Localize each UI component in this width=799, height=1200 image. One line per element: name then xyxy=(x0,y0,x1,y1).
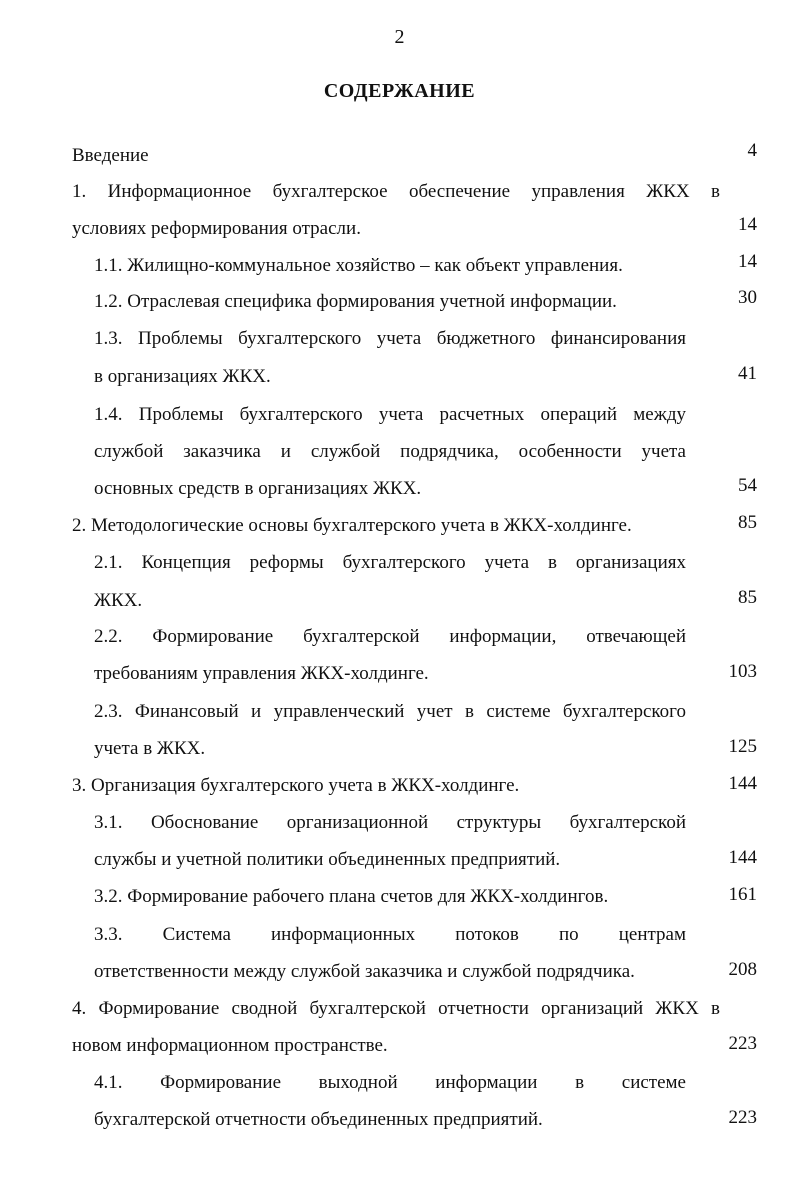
toc-page-chapter-4: 223 xyxy=(728,1033,757,1054)
toc-section-1-3-line-2: в организациях ЖКХ. xyxy=(94,366,271,387)
toc-chapter-3: 3. Организация бухгалтерского учета в ЖКХ-холдинге. xyxy=(72,775,520,796)
toc-section-2-2-line-1: 2.2. Формирование бухгалтерской информации, отвечающей xyxy=(94,626,686,647)
toc-chapter-4-line-1: 4. Формирование сводной бухгалтерской отчетности организаций ЖКХ в xyxy=(72,998,720,1019)
toc-section-1-4-line-2: службой заказчика и службой подрядчика, особенности учета xyxy=(94,441,686,462)
page-number: 2 xyxy=(394,26,405,48)
toc-section-3-3-line-2: ответственности между службой заказчика и службой подрядчика. xyxy=(94,961,635,982)
toc-page-section-1-2: 30 xyxy=(738,287,757,308)
toc-section-3-1-line-1: 3.1. Обоснование организационной структуры бухгалтерской xyxy=(94,812,686,833)
toc-chapter-2: 2. Методологические основы бухгалтерского учета в ЖКХ-холдинге. xyxy=(72,515,632,536)
toc-section-2-3-line-2: учета в ЖКХ. xyxy=(94,738,206,759)
toc-chapter-4-line-2: новом информационном пространстве. xyxy=(72,1035,388,1056)
toc-section-2-1-line-2: ЖКХ. xyxy=(94,590,143,611)
toc-page-section-1-1: 14 xyxy=(738,251,757,272)
toc-page-chapter-1: 14 xyxy=(738,214,757,235)
toc-page-section-2-2: 103 xyxy=(728,661,757,682)
toc-section-3-1-line-2: службы и учетной политики объединенных предприятий. xyxy=(94,849,561,870)
toc-section-2-2-line-2: требованиям управления ЖКХ-холдинге. xyxy=(94,663,429,684)
toc-page-section-1-3: 41 xyxy=(738,363,757,384)
toc-section-1-4-line-1: 1.4. Проблемы бухгалтерского учета расчетных операций между xyxy=(94,404,686,425)
toc-section-1-3-line-1: 1.3. Проблемы бухгалтерского учета бюджетного финансирования xyxy=(94,328,686,349)
toc-section-1-1: 1.1. Жилищно-коммунальное хозяйство – как объект управления. xyxy=(94,255,623,276)
toc-section-3-3-line-1: 3.3. Система информационных потоков по центрам xyxy=(94,924,686,945)
toc-page-section-3-3: 208 xyxy=(728,959,757,980)
toc-chapter-1-line-1: 1. Информационное бухгалтерское обеспечение управления ЖКХ в xyxy=(72,181,720,202)
toc-section-1-4-line-3: основных средств в организациях ЖКХ. xyxy=(94,478,422,499)
toc-section-4-1-line-1: 4.1. Формирование выходной информации в системе xyxy=(94,1072,686,1093)
page-title: СОДЕРЖАНИЕ xyxy=(323,80,476,102)
toc-page-section-2-1: 85 xyxy=(738,587,757,608)
toc-entry-intro: Введение xyxy=(72,145,149,166)
toc-page-section-3-2: 161 xyxy=(728,884,757,905)
toc-page-section-2-3: 125 xyxy=(728,736,757,757)
toc-page-chapter-3: 144 xyxy=(728,773,757,794)
toc-page-intro: 4 xyxy=(747,140,757,161)
toc-page-section-4-1: 223 xyxy=(728,1107,757,1128)
toc-section-2-3-line-1: 2.3. Финансовый и управленческий учет в системе бухгалтерского xyxy=(94,701,686,722)
toc-chapter-1-line-2: условиях реформирования отрасли. xyxy=(72,218,361,239)
toc-section-2-1-line-1: 2.1. Концепция реформы бухгалтерского учета в организациях xyxy=(94,552,686,573)
toc-page-section-3-1: 144 xyxy=(728,847,757,868)
toc-page-section-1-4: 54 xyxy=(738,475,757,496)
toc-section-3-2: 3.2. Формирование рабочего плана счетов для ЖКХ-холдингов. xyxy=(94,886,609,907)
toc-page-chapter-2: 85 xyxy=(738,512,757,533)
toc-section-1-2: 1.2. Отраслевая специфика формирования учетной информации. xyxy=(94,291,617,312)
toc-section-4-1-line-2: бухгалтерской отчетности объединенных предприятий. xyxy=(94,1109,543,1130)
